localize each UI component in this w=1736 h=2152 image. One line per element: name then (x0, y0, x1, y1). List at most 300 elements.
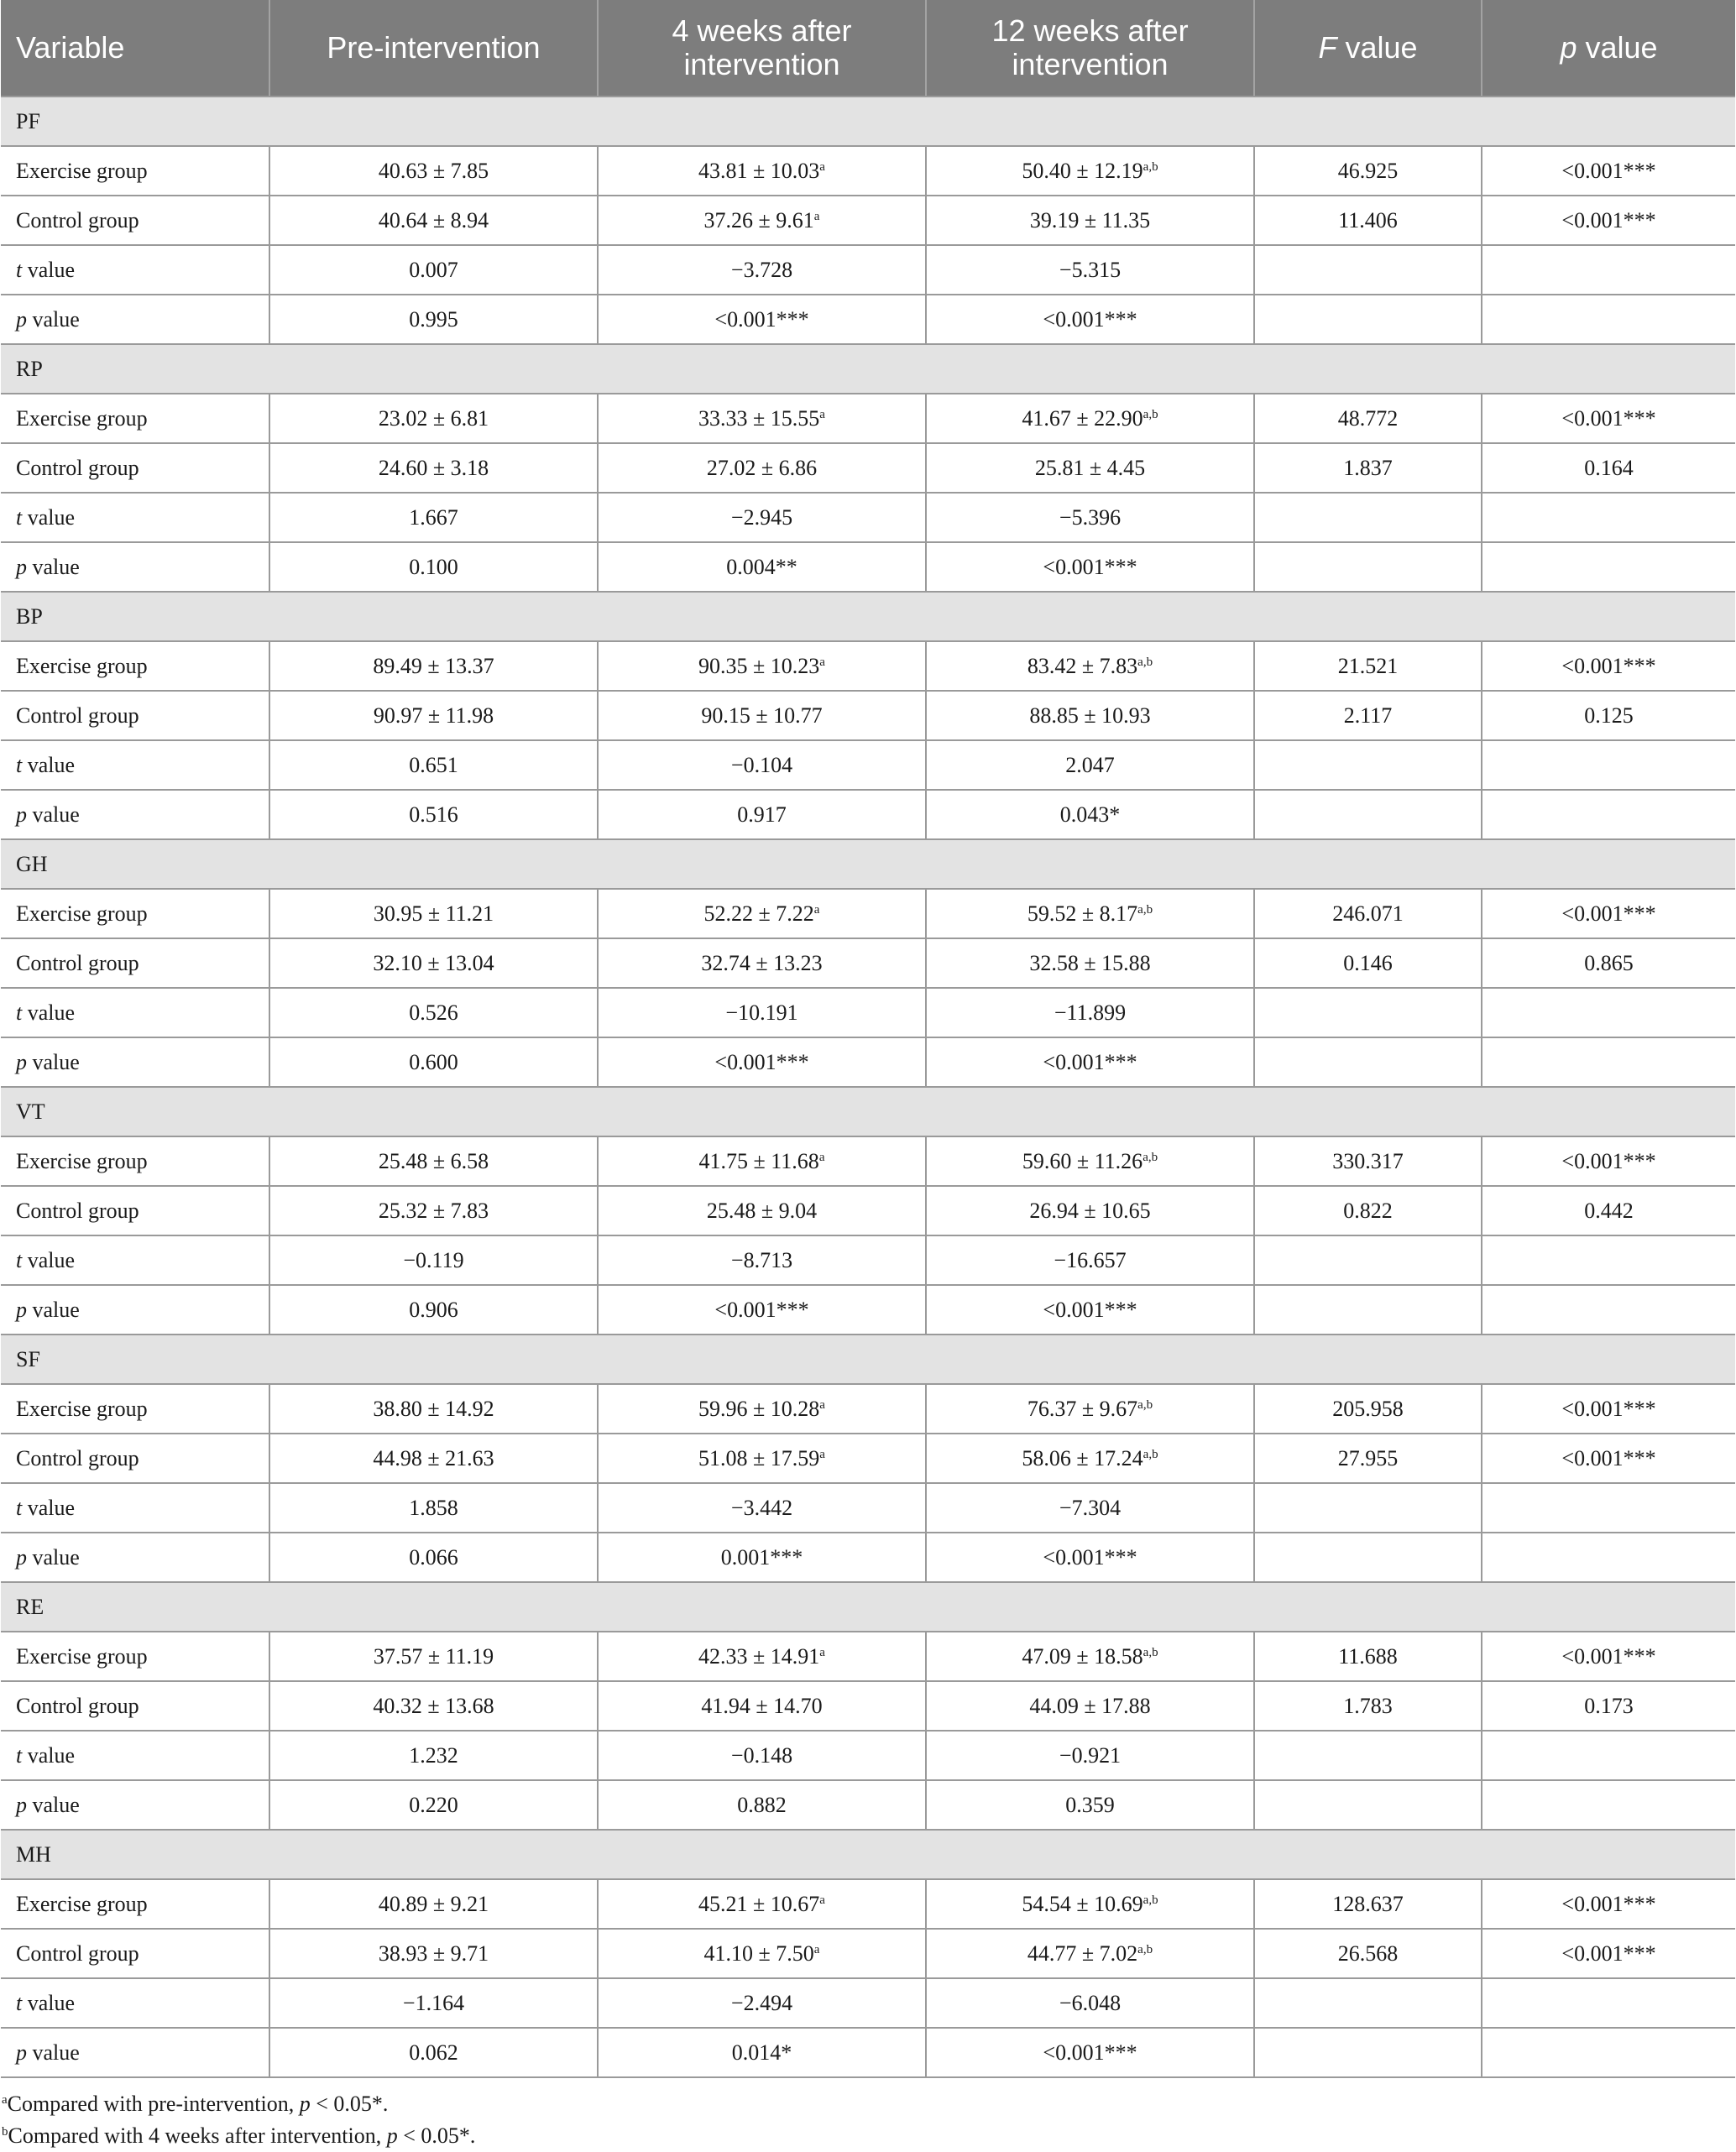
cell-p-value (1482, 1731, 1735, 1780)
header-f-symbol: F (1318, 30, 1337, 65)
cell-f-value (1254, 1285, 1482, 1335)
cell-pre-intervention (269, 1978, 598, 2028)
row-label-symbol: p (16, 1544, 27, 1570)
row-label (1, 443, 269, 493)
results-table (1, 0, 1735, 2078)
row-label-text: value (22, 1495, 76, 1520)
cell-f-value (1254, 245, 1482, 295)
table-row (1, 196, 1735, 245)
row-label-text: Control group (16, 950, 139, 975)
cell-pre-intervention (269, 790, 598, 839)
cell-value: 59.96 ± 10.28 (698, 1396, 820, 1421)
cell-f-value (1254, 542, 1482, 592)
cell-f-value (1254, 146, 1482, 196)
cell-value: 32.58 ± 15.88 (1029, 950, 1151, 975)
footnote (2, 2088, 1736, 2120)
cell-value: 2.117 (1343, 703, 1393, 728)
cell-value: 330.317 (1332, 1148, 1404, 1173)
cell-p-value (1482, 1235, 1735, 1285)
group-label: SF (1, 1335, 1735, 1384)
cell-value: 38.80 ± 14.92 (373, 1396, 494, 1421)
cell-pre-intervention (269, 394, 598, 443)
group-label: PF (1, 97, 1735, 146)
cell-4-weeks (598, 1384, 926, 1434)
row-label (1, 1879, 269, 1929)
cell-value: 25.32 ± 7.83 (378, 1198, 489, 1223)
cell-12-weeks (926, 295, 1254, 344)
cell-value: 0.906 (409, 1297, 458, 1322)
row-label-text: value (22, 1990, 76, 2015)
cell-pre-intervention (269, 443, 598, 493)
cell-pre-intervention (269, 740, 598, 790)
cell-f-value (1254, 1780, 1482, 1830)
table-row (1, 1235, 1735, 1285)
cell-value: 205.958 (1332, 1396, 1404, 1421)
header-f-text: value (1336, 30, 1418, 65)
cell-value: 0.220 (409, 1792, 458, 1817)
cell-value: 0.173 (1584, 1693, 1634, 1718)
cell-p-value (1482, 295, 1735, 344)
cell-value: 37.26 ± 9.61 (703, 207, 814, 232)
row-label-text: Control group (16, 1940, 139, 1966)
cell-value: −5.315 (1059, 257, 1122, 282)
row-label (1, 1533, 269, 1582)
cell-value: <0.001*** (1561, 158, 1656, 183)
table-row (1, 1681, 1735, 1731)
cell-value: 30.95 ± 11.21 (373, 901, 494, 926)
cell-value: −3.442 (730, 1495, 793, 1520)
cell-f-value (1254, 1681, 1482, 1731)
cell-12-weeks (926, 1037, 1254, 1087)
cell-superscript: a,b (1143, 407, 1158, 421)
group-row (1, 97, 1735, 146)
cell-value: <0.001*** (1561, 405, 1656, 431)
row-label-text: value (27, 2040, 80, 2065)
cell-4-weeks (598, 493, 926, 542)
cell-value: 1.232 (409, 1742, 458, 1768)
cell-4-weeks (598, 1533, 926, 1582)
cell-value: 0.917 (737, 802, 787, 827)
row-label (1, 691, 269, 740)
cell-value: 0.865 (1584, 950, 1634, 975)
cell-value: −0.104 (730, 752, 793, 777)
cell-p-value (1482, 641, 1735, 691)
table-row (1, 1879, 1735, 1929)
cell-superscript: a,b (1137, 902, 1153, 917)
cell-12-weeks (926, 542, 1254, 592)
cell-value: −16.657 (1054, 1247, 1127, 1272)
cell-12-weeks (926, 1533, 1254, 1582)
cell-value: 89.49 ± 13.37 (373, 653, 494, 678)
table-row (1, 1285, 1735, 1335)
footnote (2, 2120, 1736, 2152)
cell-pre-intervention (269, 493, 598, 542)
group-label: GH (1, 839, 1735, 889)
cell-f-value (1254, 1384, 1482, 1434)
header-p-value (1482, 0, 1735, 97)
cell-value: 0.359 (1065, 1792, 1115, 1817)
header-f-value (1254, 0, 1482, 97)
table-row (1, 2028, 1735, 2077)
table-header (1, 0, 1735, 97)
cell-value: 26.568 (1337, 1940, 1399, 1966)
cell-p-value (1482, 1136, 1735, 1186)
cell-12-weeks (926, 641, 1254, 691)
header-pre-intervention: Pre-intervention (269, 0, 598, 97)
cell-12-weeks (926, 443, 1254, 493)
cell-pre-intervention (269, 1186, 598, 1235)
cell-f-value (1254, 295, 1482, 344)
table-row (1, 1483, 1735, 1533)
cell-12-weeks (926, 1285, 1254, 1335)
row-label-text: value (22, 504, 76, 530)
cell-value: −3.728 (730, 257, 793, 282)
cell-p-value (1482, 245, 1735, 295)
row-label (1, 1731, 269, 1780)
cell-4-weeks (598, 1731, 926, 1780)
row-label (1, 1235, 269, 1285)
row-label-symbol: p (16, 554, 27, 579)
cell-value: 21.521 (1337, 653, 1399, 678)
row-label (1, 1929, 269, 1978)
cell-12-weeks (926, 1186, 1254, 1235)
cell-value: <0.001*** (1043, 1544, 1137, 1570)
cell-value: 0.600 (409, 1049, 458, 1074)
header-12-weeks: 12 weeks after intervention (926, 0, 1254, 97)
table-row (1, 1731, 1735, 1780)
cell-12-weeks (926, 1136, 1254, 1186)
cell-4-weeks (598, 1136, 926, 1186)
cell-value: <0.001*** (714, 1297, 809, 1322)
table-row (1, 1037, 1735, 1087)
row-label (1, 1434, 269, 1483)
cell-superscript: a (813, 902, 820, 917)
cell-p-value (1482, 1384, 1735, 1434)
cell-f-value (1254, 443, 1482, 493)
cell-p-value (1482, 988, 1735, 1037)
cell-value: 76.37 ± 9.67 (1027, 1396, 1138, 1421)
cell-value: 0.043* (1059, 802, 1121, 827)
cell-pre-intervention (269, 938, 598, 988)
cell-f-value (1254, 641, 1482, 691)
row-label-symbol: t (16, 1742, 23, 1768)
group-row (1, 1582, 1735, 1632)
cell-pre-intervention (269, 1681, 598, 1731)
cell-value: 45.21 ± 10.67 (698, 1891, 820, 1916)
row-label (1, 790, 269, 839)
cell-value: 11.688 (1338, 1643, 1398, 1669)
cell-4-weeks (598, 146, 926, 196)
cell-superscript: a (819, 407, 825, 421)
row-label-symbol: p (16, 802, 27, 827)
group-label: VT (1, 1087, 1735, 1136)
footnote-text-end: < 0.05*. (310, 2092, 389, 2116)
group-row (1, 344, 1735, 394)
cell-pre-intervention (269, 1731, 598, 1780)
cell-p-value (1482, 889, 1735, 938)
cell-value: 40.63 ± 7.85 (378, 158, 489, 183)
cell-superscript: a,b (1143, 1447, 1158, 1461)
cell-value: 23.02 ± 6.81 (378, 405, 489, 431)
cell-value: 48.772 (1337, 405, 1399, 431)
table-row (1, 641, 1735, 691)
group-row (1, 1335, 1735, 1384)
cell-value: 11.406 (1338, 207, 1398, 232)
cell-superscript: a (819, 1645, 825, 1659)
cell-value: −0.119 (403, 1247, 464, 1272)
cell-value: <0.001*** (1561, 1643, 1656, 1669)
cell-value: <0.001*** (1561, 653, 1656, 678)
cell-p-value (1482, 1780, 1735, 1830)
row-label (1, 1037, 269, 1087)
group-row (1, 839, 1735, 889)
cell-p-value (1482, 1186, 1735, 1235)
cell-p-value (1482, 1533, 1735, 1582)
cell-pre-intervention (269, 1136, 598, 1186)
cell-value: 246.071 (1332, 901, 1404, 926)
cell-p-value (1482, 196, 1735, 245)
cell-value: <0.001*** (1561, 1445, 1656, 1470)
cell-pre-intervention (269, 1780, 598, 1830)
row-label-text: value (27, 1544, 80, 1570)
cell-12-weeks (926, 196, 1254, 245)
row-label-text: value (27, 802, 80, 827)
cell-pre-intervention (269, 245, 598, 295)
cell-superscript: a (819, 655, 825, 669)
cell-p-value (1482, 1632, 1735, 1681)
cell-superscript: a (818, 1150, 825, 1164)
row-label-text: value (27, 554, 80, 579)
footnote-text: Compared with pre-intervention, (7, 2092, 300, 2116)
cell-value: 41.10 ± 7.50 (703, 1940, 814, 1966)
cell-p-value (1482, 394, 1735, 443)
cell-pre-intervention (269, 1285, 598, 1335)
cell-value: 24.60 ± 3.18 (378, 455, 489, 480)
cell-superscript: a (819, 1893, 825, 1907)
cell-value: 25.81 ± 4.45 (1034, 455, 1146, 480)
cell-value: 41.75 ± 11.68 (698, 1148, 819, 1173)
row-label-text: Exercise group (16, 1643, 148, 1669)
cell-4-weeks (598, 1681, 926, 1731)
cell-value: −2.945 (730, 504, 793, 530)
cell-p-value (1482, 146, 1735, 196)
cell-value: 59.60 ± 11.26 (1022, 1148, 1143, 1173)
cell-pre-intervention (269, 1434, 598, 1483)
cell-12-weeks (926, 1681, 1254, 1731)
cell-p-value (1482, 1434, 1735, 1483)
cell-superscript: a (819, 159, 825, 174)
cell-value: 0.822 (1343, 1198, 1393, 1223)
cell-value: 0.882 (737, 1792, 787, 1817)
cell-12-weeks (926, 938, 1254, 988)
cell-value: 59.52 ± 8.17 (1027, 901, 1138, 926)
header-p-symbol: p (1560, 30, 1577, 65)
table-footnotes (0, 2088, 1736, 2152)
row-label (1, 1483, 269, 1533)
cell-value: 90.97 ± 11.98 (373, 703, 494, 728)
cell-12-weeks (926, 146, 1254, 196)
cell-4-weeks (598, 1929, 926, 1978)
row-label-text: value (27, 1049, 80, 1074)
cell-p-value (1482, 938, 1735, 988)
cell-pre-intervention (269, 196, 598, 245)
footnote-mark: a (2, 2093, 8, 2107)
row-label-symbol: t (16, 752, 23, 777)
cell-p-value (1482, 443, 1735, 493)
cell-value: 25.48 ± 6.58 (378, 1148, 489, 1173)
table-row (1, 146, 1735, 196)
row-label (1, 740, 269, 790)
cell-value: 32.74 ± 13.23 (701, 950, 823, 975)
header-variable: Variable (1, 0, 269, 97)
footnote-text-end: < 0.05*. (397, 2123, 476, 2148)
row-label (1, 1632, 269, 1681)
cell-value: 51.08 ± 17.59 (698, 1445, 820, 1470)
cell-superscript: a,b (1137, 1397, 1153, 1412)
cell-value: 0.995 (409, 306, 458, 332)
row-label-text: Control group (16, 1445, 139, 1470)
cell-pre-intervention (269, 295, 598, 344)
cell-value: 50.40 ± 12.19 (1022, 158, 1143, 183)
table-row (1, 1632, 1735, 1681)
cell-f-value (1254, 1533, 1482, 1582)
cell-12-weeks (926, 1731, 1254, 1780)
cell-value: 88.85 ± 10.93 (1029, 703, 1151, 728)
table-row (1, 740, 1735, 790)
cell-value: −10.191 (725, 1000, 798, 1025)
cell-value: 42.33 ± 14.91 (698, 1643, 820, 1669)
table-row (1, 1533, 1735, 1582)
row-label-text: value (22, 752, 76, 777)
table-row (1, 938, 1735, 988)
cell-superscript: a (819, 1447, 825, 1461)
cell-p-value (1482, 1681, 1735, 1731)
row-label-symbol: p (16, 306, 27, 332)
cell-superscript: a (813, 209, 820, 223)
row-label-symbol: p (16, 2040, 27, 2065)
footnote-symbol: p (299, 2092, 311, 2116)
group-label: MH (1, 1830, 1735, 1879)
cell-p-value (1482, 691, 1735, 740)
cell-value: 46.925 (1337, 158, 1399, 183)
row-label-text: value (22, 1247, 76, 1272)
cell-value: 38.93 ± 9.71 (378, 1940, 489, 1966)
cell-4-weeks (598, 938, 926, 988)
cell-p-value (1482, 493, 1735, 542)
cell-value: 0.062 (409, 2040, 458, 2065)
table-row (1, 790, 1735, 839)
row-label (1, 2028, 269, 2077)
cell-value: −11.899 (1054, 1000, 1127, 1025)
row-label (1, 1136, 269, 1186)
table-row (1, 1978, 1735, 2028)
cell-4-weeks (598, 1780, 926, 1830)
row-label (1, 1681, 269, 1731)
cell-superscript: a,b (1143, 159, 1158, 174)
cell-f-value (1254, 1434, 1482, 1483)
cell-value: <0.001*** (1043, 1297, 1137, 1322)
cell-p-value (1482, 1879, 1735, 1929)
row-label-text: value (22, 1742, 76, 1768)
cell-f-value (1254, 493, 1482, 542)
row-label-symbol: p (16, 1792, 27, 1817)
cell-pre-intervention (269, 1384, 598, 1434)
row-label-text: Exercise group (16, 158, 148, 183)
cell-4-weeks (598, 245, 926, 295)
footnote-mark: b (2, 2125, 8, 2139)
cell-value: 40.32 ± 13.68 (373, 1693, 494, 1718)
group-row (1, 1087, 1735, 1136)
cell-f-value (1254, 790, 1482, 839)
cell-value: 25.48 ± 9.04 (706, 1198, 818, 1223)
cell-4-weeks (598, 691, 926, 740)
cell-4-weeks (598, 1186, 926, 1235)
table-row (1, 295, 1735, 344)
row-label-symbol: t (16, 1247, 23, 1272)
cell-f-value (1254, 889, 1482, 938)
cell-value: 1.858 (409, 1495, 458, 1520)
cell-f-value (1254, 1235, 1482, 1285)
cell-value: <0.001*** (1561, 1891, 1656, 1916)
row-label (1, 542, 269, 592)
cell-pre-intervention (269, 146, 598, 196)
cell-value: 0.007 (409, 257, 458, 282)
row-label-symbol: t (16, 1990, 23, 2015)
row-label-text: Exercise group (16, 1396, 148, 1421)
table-row (1, 493, 1735, 542)
cell-12-weeks (926, 1434, 1254, 1483)
cell-pre-intervention (269, 2028, 598, 2077)
cell-12-weeks (926, 1879, 1254, 1929)
cell-value: 27.955 (1337, 1445, 1399, 1470)
cell-value: <0.001*** (1561, 207, 1656, 232)
header-p-text: value (1577, 30, 1658, 65)
row-label-text: Exercise group (16, 1148, 148, 1173)
row-label-text: Control group (16, 1693, 139, 1718)
cell-value: 0.125 (1584, 703, 1634, 728)
cell-value: 0.146 (1343, 950, 1393, 975)
row-label (1, 988, 269, 1037)
cell-value: <0.001*** (1043, 554, 1137, 579)
cell-4-weeks (598, 641, 926, 691)
footnote-text: Compared with 4 weeks after intervention, (8, 2123, 387, 2148)
cell-value: 0.164 (1584, 455, 1634, 480)
table-row (1, 245, 1735, 295)
cell-12-weeks (926, 1384, 1254, 1434)
cell-value: 0.066 (409, 1544, 458, 1570)
cell-f-value (1254, 2028, 1482, 2077)
cell-value: 0.526 (409, 1000, 458, 1025)
row-label-symbol: t (16, 1495, 23, 1520)
cell-value: 41.67 ± 22.90 (1022, 405, 1143, 431)
cell-f-value (1254, 1978, 1482, 2028)
cell-pre-intervention (269, 1533, 598, 1582)
cell-4-weeks (598, 1632, 926, 1681)
cell-12-weeks (926, 1632, 1254, 1681)
cell-superscript: a (819, 1397, 825, 1412)
cell-p-value (1482, 1285, 1735, 1335)
cell-value: 33.33 ± 15.55 (698, 405, 820, 431)
cell-value: 0.651 (409, 752, 458, 777)
cell-12-weeks (926, 790, 1254, 839)
table-row (1, 889, 1735, 938)
table-row (1, 1780, 1735, 1830)
cell-value: 37.57 ± 11.19 (373, 1643, 494, 1669)
cell-value: −5.396 (1059, 504, 1122, 530)
cell-f-value (1254, 1483, 1482, 1533)
cell-12-weeks (926, 1978, 1254, 2028)
cell-12-weeks (926, 1780, 1254, 1830)
